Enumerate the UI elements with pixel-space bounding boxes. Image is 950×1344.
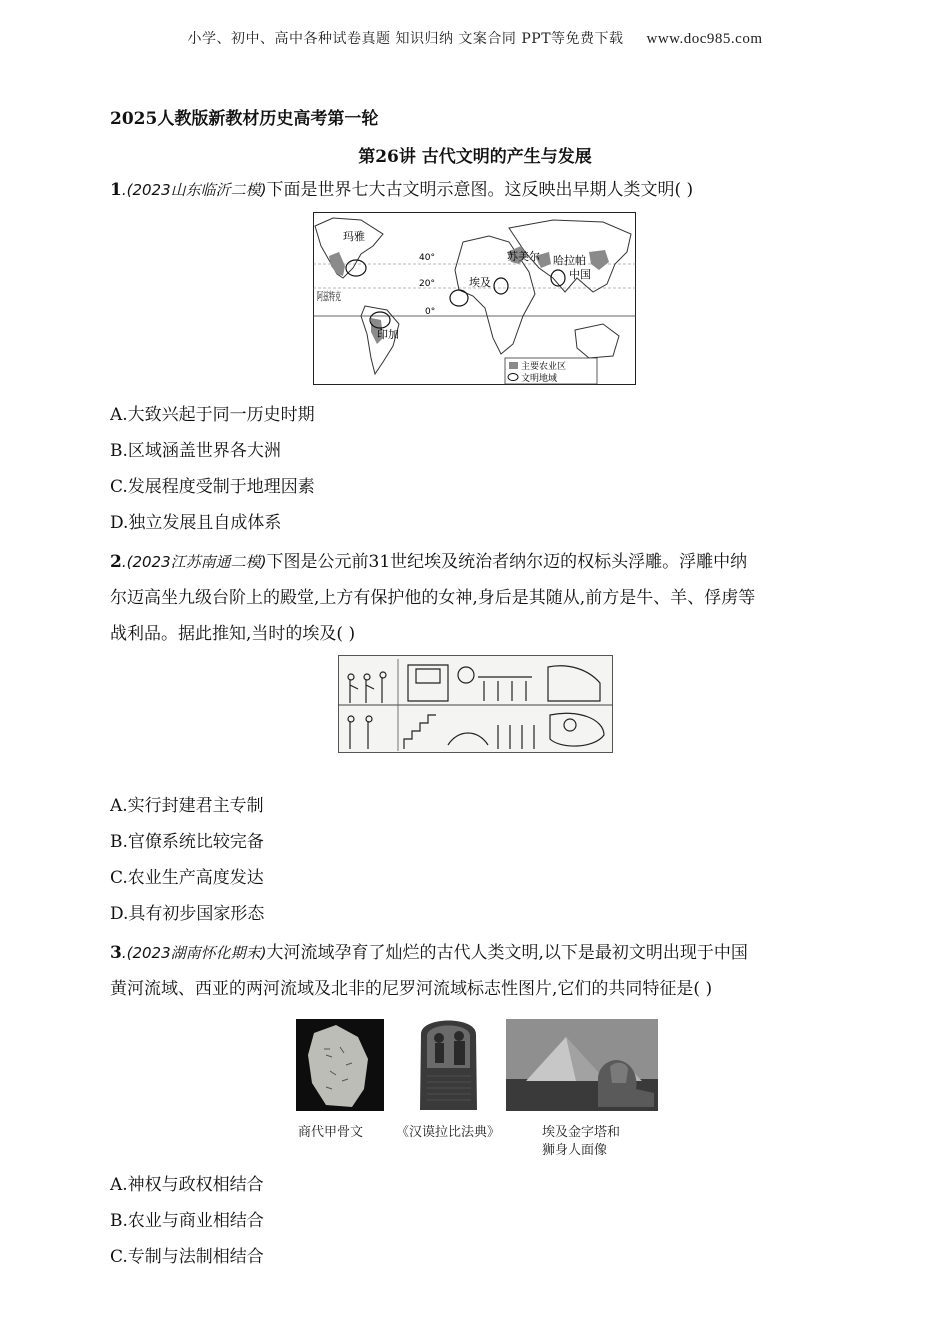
- question-3-line1: 大河流域孕育了灿烂的古代人类文明,以下是最初文明出现于中国: [266, 943, 748, 963]
- map-legend-civ: 文明地域: [521, 374, 558, 384]
- q2-option-a[interactable]: A.实行封建君主专制: [110, 796, 264, 816]
- map-label-maya: 玛雅: [343, 230, 365, 243]
- map-label-inca: 印加: [377, 328, 399, 341]
- map-lat-20: 20°: [419, 279, 435, 289]
- question-3-number: 3: [110, 943, 122, 963]
- map-label-egypt: 埃及: [469, 276, 491, 289]
- question-1-source: .(2023山东临沂二模): [121, 181, 267, 199]
- question-2-stem: [110, 544, 845, 652]
- question-2-line3: 战利品。据此推知,当时的埃及( ): [110, 624, 356, 644]
- document-title: 2025人教版新教材历史高考第一轮: [110, 109, 379, 129]
- question-3-source: .(2023湖南怀化期末): [121, 944, 267, 962]
- world-civilizations-map: [313, 212, 636, 385]
- q2-option-c[interactable]: C.农业生产高度发达: [110, 868, 264, 888]
- map-label-china: 中国: [569, 268, 591, 281]
- narmer-macehead-relief: [338, 655, 613, 753]
- caption-egypt-2: 狮身人面像: [542, 1143, 608, 1158]
- question-2-line1: 下图是公元前31世纪埃及统治者纳尔迈的权标头浮雕。浮雕中纳: [266, 552, 748, 572]
- caption-oracle-bone: 商代甲骨文: [298, 1125, 364, 1140]
- q3-option-a[interactable]: A.神权与政权相结合: [110, 1175, 264, 1195]
- oracle-bone-photo: [296, 1019, 384, 1111]
- caption-hammurabi: 《汉谟拉比法典》: [396, 1125, 501, 1140]
- q1-option-d[interactable]: D.独立发展且自成体系: [110, 513, 282, 533]
- question-2-line2: 尔迈高坐九级台阶上的殿堂,上方有保护他的女神,身后是其随从,前方是牛、羊、俘虏等: [110, 588, 756, 608]
- question-1-number: 1: [110, 180, 122, 200]
- caption-egypt-1: 埃及金字塔和: [542, 1125, 621, 1140]
- q1-option-a[interactable]: A.大致兴起于同一历史时期: [110, 405, 315, 425]
- hammurabi-code-photo: [411, 1010, 486, 1112]
- question-2-source: .(2023江苏南通二模): [121, 553, 267, 571]
- question-1-stem: [110, 172, 845, 208]
- lesson-title: 第26讲 古代文明的产生与发展: [358, 147, 592, 167]
- question-3-line2: 黄河流域、西亚的两河流域及北非的尼罗河流域标志性图片,它们的共同特征是( ): [110, 979, 713, 999]
- map-legend-farm: 主要农业区: [521, 362, 567, 372]
- q3-option-c[interactable]: C.专制与法制相结合: [110, 1247, 264, 1267]
- page-header: [0, 28, 950, 48]
- question-1-text: 下面是世界七大古文明示意图。这反映出早期人类文明( ): [266, 180, 694, 200]
- pyramid-sphinx-photo: [506, 1019, 658, 1111]
- header-text: 小学、初中、高中各种试卷真题 知识归纳 文案合同 PPT等免费下载: [187, 31, 624, 47]
- question-2-number: 2: [110, 552, 122, 572]
- map-lat-40: 40°: [419, 253, 435, 263]
- q1-option-c[interactable]: C.发展程度受制于地理因素: [110, 477, 315, 497]
- q1-option-b[interactable]: B.区域涵盖世界各大洲: [110, 441, 281, 461]
- question-3-stem: [110, 935, 845, 1007]
- map-label-sumer: 苏美尔: [507, 250, 540, 263]
- header-site[interactable]: www.doc985.com: [646, 31, 763, 47]
- map-label-harappa: 哈拉帕: [553, 254, 586, 267]
- map-label-aztec: 阿兹特克: [317, 290, 361, 303]
- map-lat-0: 0°: [425, 307, 436, 317]
- q2-option-d[interactable]: D.具有初步国家形态: [110, 904, 265, 924]
- q2-option-b[interactable]: B.官僚系统比较完备: [110, 832, 264, 852]
- q3-option-b[interactable]: B.农业与商业相结合: [110, 1211, 264, 1231]
